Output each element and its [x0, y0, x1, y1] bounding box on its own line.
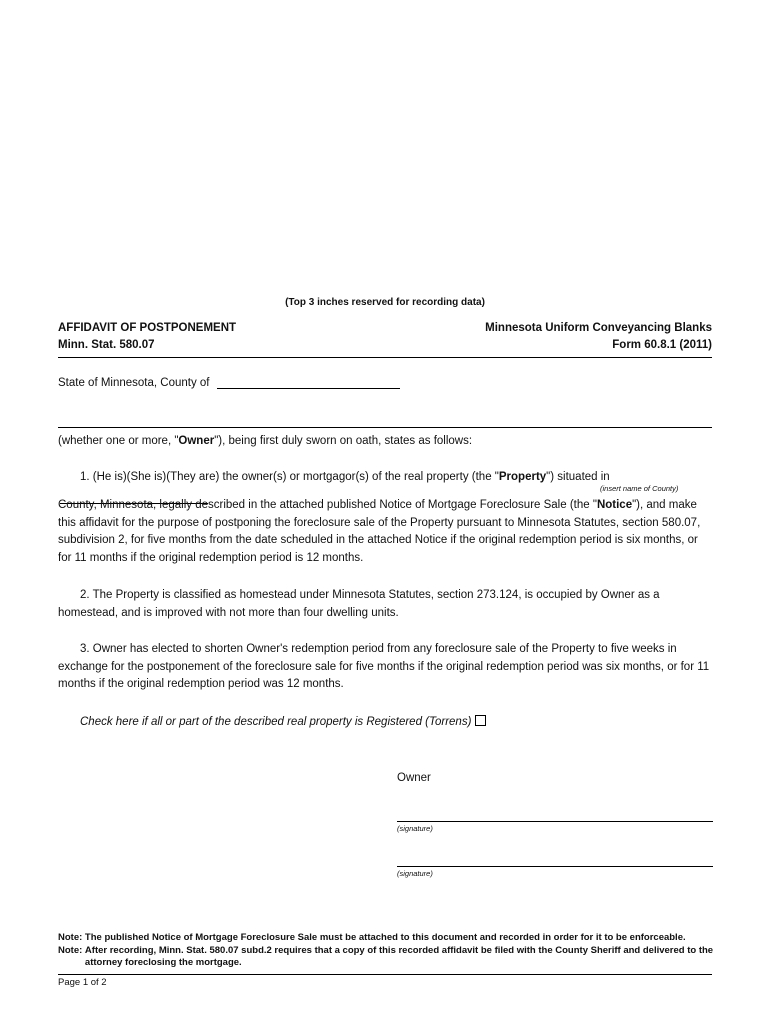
notice-term: Notice	[596, 499, 633, 511]
statute-reference: Minn. Stat. 580.07	[58, 339, 155, 351]
note-2-prefix: Note:	[58, 944, 85, 956]
affiant-statement	[58, 433, 712, 451]
recording-area-note: (Top 3 inches reserved for recording data)	[285, 297, 485, 308]
p1-body-post: "), and make this affidavit for the purpose of postponing the foreclosure sale of the Property pursuant to Minnesota Statutes, section 580.07, subdivision 2, for five months from the date scheduled in the attached Notice if the original redemption period is six months, or for 11 months if the original redemption period is 12 months.	[58, 499, 701, 564]
footer-divider	[58, 974, 712, 975]
signature-line-1[interactable]	[397, 821, 713, 822]
signature-caption-1: (signature)	[397, 824, 433, 833]
signature-line-2[interactable]	[397, 866, 713, 867]
notes-block	[58, 932, 718, 970]
venue-line	[58, 376, 400, 389]
owner-label: Owner	[397, 772, 431, 784]
note-2	[58, 945, 718, 970]
p1-text-post: ") situated in	[546, 471, 610, 483]
paragraph-1-body	[58, 497, 712, 567]
note-1-text: The published Notice of Mortgage Foreclosure Sale must be attached to this document and recorded in order for it to be enforceable.	[84, 932, 686, 943]
note-2-text: After recording, Minn. Stat. 580.07 subd.2 requires that a copy of this recorded affidavit be filed with the County Sheriff and delivered to the attorney foreclosing the mortgage.	[84, 944, 714, 968]
insert-county-caption: (insert name of County)	[600, 484, 679, 493]
property-term: Property	[498, 471, 547, 483]
venue-label: State of Minnesota, County of	[58, 377, 210, 389]
affiant-text-pre: (whether one or more, "	[58, 435, 179, 447]
header-divider	[58, 357, 712, 358]
form-series: Minnesota Uniform Conveyancing Blanks	[485, 322, 712, 334]
note-1-prefix: Note:	[58, 932, 85, 943]
paragraph-3: 3. Owner has elected to shorten Owner's redemption period from any foreclosure sale of the Property to five weeks in exchange for the postponement of the foreclosure sale for five months if the original redemption period was six months, or for 11 months if the original redemption period was 12 months.	[58, 643, 710, 690]
affiant-text-post: "), being first duly sworn on oath, states as follows:	[214, 435, 473, 447]
form-series-block	[485, 320, 712, 354]
form-title: AFFIDAVIT OF POSTPONEMENT	[58, 322, 237, 334]
torrens-check-line	[80, 715, 486, 728]
note-1	[58, 932, 718, 945]
affiant-name-field[interactable]	[58, 427, 712, 428]
page-number: Page 1 of 2	[58, 977, 107, 988]
county-blank-field[interactable]	[217, 376, 400, 389]
owner-term: Owner	[178, 435, 215, 447]
form-title-block	[58, 320, 236, 354]
form-number: Form 60.8.1 (2011)	[612, 339, 712, 351]
torrens-check-label: Check here if all or part of the described real property is Registered (Torrens)	[80, 716, 472, 728]
p1-text-pre: 1. (He is)(She is)(They are) the owner(s) or mortgagor(s) of the real property (the "	[80, 471, 499, 483]
signature-caption-2: (signature)	[397, 869, 433, 878]
torrens-checkbox[interactable]	[475, 715, 486, 726]
p1-body-pre: County, Minnesota, legally described in the attached published Notice of Mortgage Foreclosure Sale (the "	[58, 499, 597, 511]
paragraph-2: 2. The Property is classified as homestead under Minnesota Statutes, section 273.124, is occupied by Owner as a homestead, and is improved with not more than four dwelling units.	[58, 589, 660, 619]
